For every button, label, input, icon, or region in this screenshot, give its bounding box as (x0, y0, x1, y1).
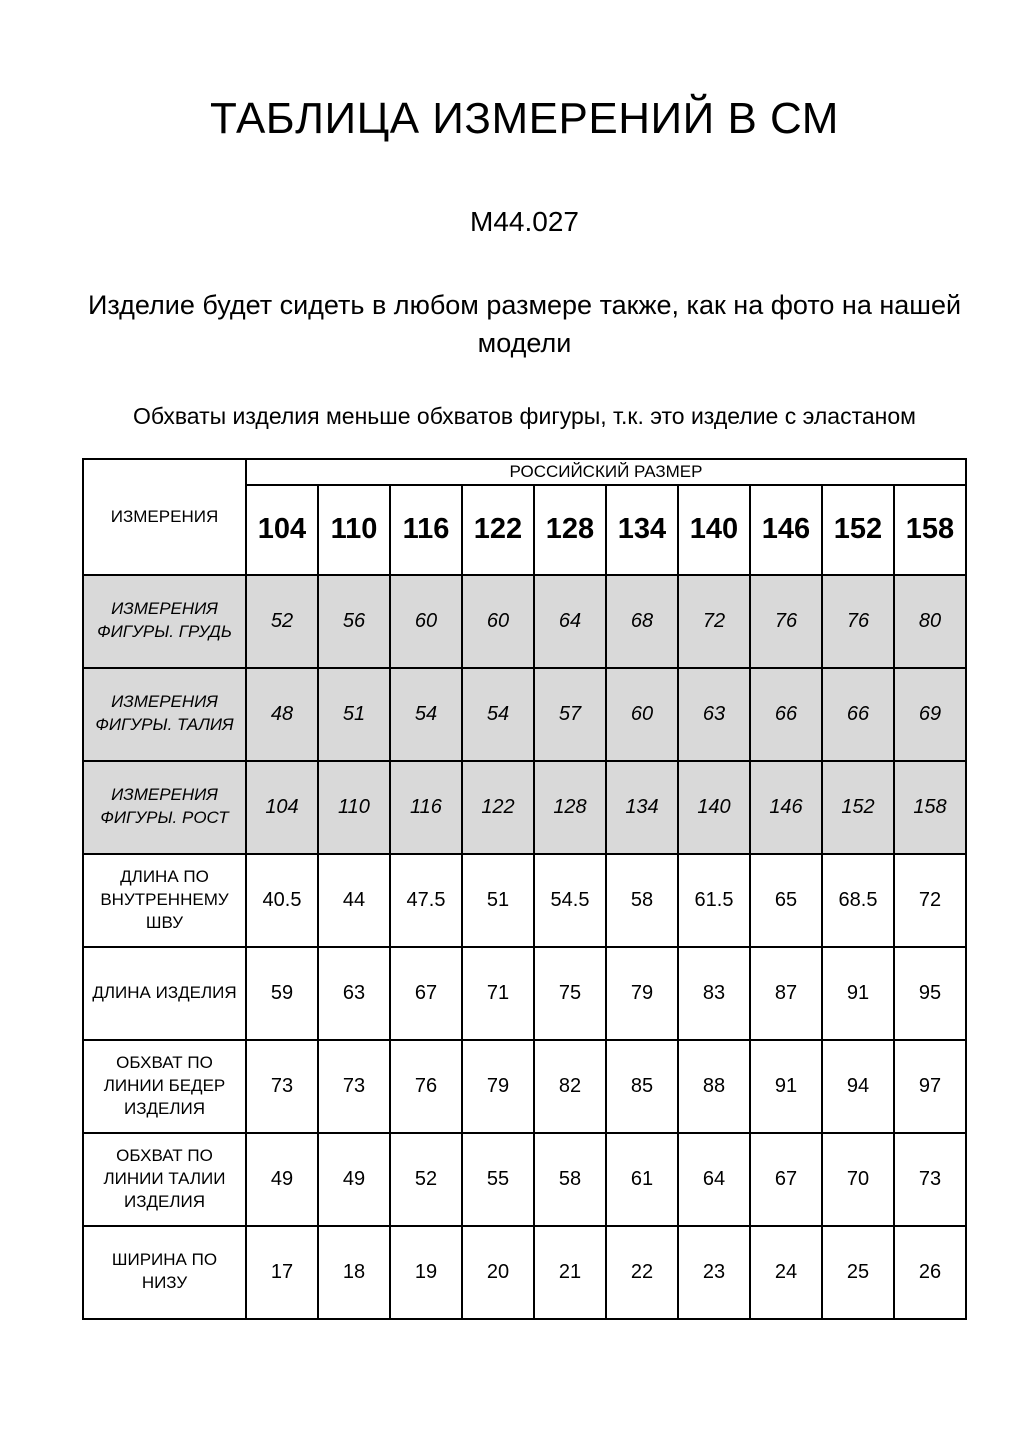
row-label: ИЗМЕРЕНИЯ ФИГУРЫ. РОСТ (83, 761, 246, 854)
value-cell: 60 (606, 668, 678, 761)
size-column-header: 110 (318, 485, 390, 575)
value-cell: 40.5 (246, 854, 318, 947)
value-cell: 91 (822, 947, 894, 1040)
value-cell: 25 (822, 1226, 894, 1319)
value-cell: 91 (750, 1040, 822, 1133)
value-cell: 152 (822, 761, 894, 854)
table-row (83, 1226, 966, 1319)
value-cell: 83 (678, 947, 750, 1040)
row-label: ДЛИНА ПО ВНУТРЕННЕМУ ШВУ (83, 854, 246, 947)
value-cell: 60 (390, 575, 462, 668)
value-cell: 47.5 (390, 854, 462, 947)
fit-note: Изделие будет сидеть в любом размере также, как на фото на нашей модели (87, 290, 962, 359)
table-row (83, 854, 966, 947)
measurements-column-header: ИЗМЕРЕНИЯ (83, 459, 246, 575)
value-cell: 26 (894, 1226, 966, 1319)
value-cell: 73 (318, 1040, 390, 1133)
size-table (82, 458, 967, 1320)
table-row (83, 947, 966, 1040)
value-cell: 63 (318, 947, 390, 1040)
page-title: ТАБЛИЦА ИЗМЕРЕНИЙ В СМ (210, 94, 839, 143)
row-label: ИЗМЕРЕНИЯ ФИГУРЫ. ГРУДЬ (83, 575, 246, 668)
group-header-row (83, 459, 966, 485)
value-cell: 97 (894, 1040, 966, 1133)
value-cell: 19 (390, 1226, 462, 1319)
size-column-header: 140 (678, 485, 750, 575)
value-cell: 71 (462, 947, 534, 1040)
value-cell: 87 (750, 947, 822, 1040)
value-cell: 94 (822, 1040, 894, 1133)
size-column-header: 134 (606, 485, 678, 575)
row-label: ОБХВАТ ПО ЛИНИИ БЕДЕР ИЗДЕЛИЯ (83, 1040, 246, 1133)
value-cell: 69 (894, 668, 966, 761)
value-cell: 52 (246, 575, 318, 668)
value-cell: 21 (534, 1226, 606, 1319)
row-label: ОБХВАТ ПО ЛИНИИ ТАЛИИ ИЗДЕЛИЯ (83, 1133, 246, 1226)
size-table-body (83, 575, 966, 1319)
value-cell: 51 (462, 854, 534, 947)
size-column-header: 122 (462, 485, 534, 575)
row-label: ИЗМЕРЕНИЯ ФИГУРЫ. ТАЛИЯ (83, 668, 246, 761)
value-cell: 146 (750, 761, 822, 854)
value-cell: 18 (318, 1226, 390, 1319)
value-cell: 72 (894, 854, 966, 947)
value-cell: 116 (390, 761, 462, 854)
size-column-header: 116 (390, 485, 462, 575)
value-cell: 58 (606, 854, 678, 947)
size-column-header: 128 (534, 485, 606, 575)
value-cell: 80 (894, 575, 966, 668)
value-cell: 82 (534, 1040, 606, 1133)
row-label: ШИРИНА ПО НИЗУ (83, 1226, 246, 1319)
value-cell: 61 (606, 1133, 678, 1226)
value-cell: 70 (822, 1133, 894, 1226)
value-cell: 51 (318, 668, 390, 761)
value-cell: 65 (750, 854, 822, 947)
value-cell: 73 (246, 1040, 318, 1133)
value-cell: 61.5 (678, 854, 750, 947)
value-cell: 67 (750, 1133, 822, 1226)
value-cell: 73 (894, 1133, 966, 1226)
value-cell: 76 (822, 575, 894, 668)
table-row (83, 668, 966, 761)
value-cell: 54 (390, 668, 462, 761)
value-cell: 49 (246, 1133, 318, 1226)
value-cell: 88 (678, 1040, 750, 1133)
table-row (83, 575, 966, 668)
value-cell: 63 (678, 668, 750, 761)
value-cell: 140 (678, 761, 750, 854)
value-cell: 66 (822, 668, 894, 761)
value-cell: 59 (246, 947, 318, 1040)
size-column-header: 146 (750, 485, 822, 575)
value-cell: 20 (462, 1226, 534, 1319)
value-cell: 49 (318, 1133, 390, 1226)
size-column-header: 158 (894, 485, 966, 575)
value-cell: 76 (750, 575, 822, 668)
value-cell: 85 (606, 1040, 678, 1133)
value-cell: 23 (678, 1226, 750, 1319)
value-cell: 122 (462, 761, 534, 854)
value-cell: 110 (318, 761, 390, 854)
model-code: М44.027 (470, 206, 579, 237)
value-cell: 128 (534, 761, 606, 854)
value-cell: 76 (390, 1040, 462, 1133)
value-cell: 54 (462, 668, 534, 761)
value-cell: 57 (534, 668, 606, 761)
value-cell: 158 (894, 761, 966, 854)
value-cell: 17 (246, 1226, 318, 1319)
russian-size-header: РОССИЙСКИЙ РАЗМЕР (246, 459, 966, 485)
table-row (83, 1133, 966, 1226)
size-column-header: 104 (246, 485, 318, 575)
measurement-sheet (82, 0, 967, 1320)
value-cell: 75 (534, 947, 606, 1040)
value-cell: 67 (390, 947, 462, 1040)
value-cell: 66 (750, 668, 822, 761)
value-cell: 52 (390, 1133, 462, 1226)
value-cell: 56 (318, 575, 390, 668)
value-cell: 55 (462, 1133, 534, 1226)
value-cell: 24 (750, 1226, 822, 1319)
value-cell: 58 (534, 1133, 606, 1226)
table-row (83, 1040, 966, 1133)
value-cell: 44 (318, 854, 390, 947)
value-cell: 64 (534, 575, 606, 668)
value-cell: 104 (246, 761, 318, 854)
row-label: ДЛИНА ИЗДЕЛИЯ (83, 947, 246, 1040)
value-cell: 68.5 (822, 854, 894, 947)
value-cell: 54.5 (534, 854, 606, 947)
value-cell: 22 (606, 1226, 678, 1319)
value-cell: 68 (606, 575, 678, 668)
value-cell: 64 (678, 1133, 750, 1226)
value-cell: 134 (606, 761, 678, 854)
value-cell: 95 (894, 947, 966, 1040)
value-cell: 72 (678, 575, 750, 668)
value-cell: 48 (246, 668, 318, 761)
value-cell: 60 (462, 575, 534, 668)
value-cell: 79 (606, 947, 678, 1040)
elastane-note: Обхваты изделия меньше обхватов фигуры, т.к. это изделие с эластаном (133, 402, 916, 429)
table-row (83, 761, 966, 854)
size-table-header (83, 459, 966, 575)
value-cell: 79 (462, 1040, 534, 1133)
size-column-header: 152 (822, 485, 894, 575)
